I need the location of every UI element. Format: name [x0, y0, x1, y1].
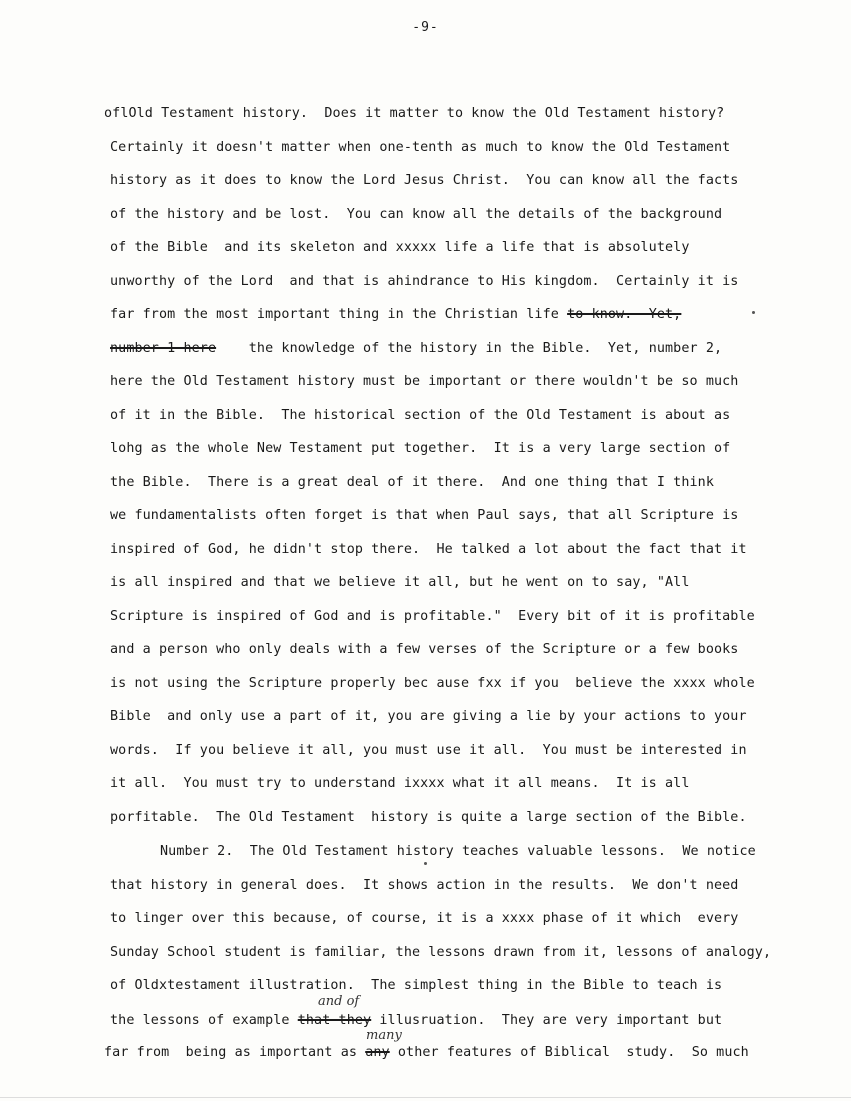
struck-text: to know. Yet, — [567, 307, 682, 322]
text-line: to linger over this because, of course, it is a xxxx phase of it which every — [110, 911, 739, 926]
text-segment: illusruation. They are very important but — [379, 1013, 723, 1028]
text-line: Certainly it doesn't matter when one-tenth as much to know the Old Testament — [110, 140, 731, 155]
stray-mark — [424, 862, 427, 865]
text-line: of the Bible and its skeleton and xxxxx life a life that is absolutely — [110, 240, 690, 255]
text-line: Bible and only use a part of it, you are giving a lie by your actions to your — [110, 709, 747, 724]
text-line: is not using the Scripture properly bec ause fxx if you believe the xxxx whole — [110, 676, 755, 691]
text-line: is all inspired and that we believe it all, but he went on to say, "All — [110, 575, 690, 590]
text-segment: far from being as important as — [104, 1045, 358, 1060]
text-line: we fundamentalists often forget is that when Paul says, that all Scripture is — [110, 508, 739, 523]
text-line: words. If you believe it all, you must use it all. You must be interested in — [110, 743, 747, 758]
text-segment: far from the most important thing in the Christian life — [110, 307, 559, 322]
text-line: and a person who only deals with a few verses of the Scripture or a few books — [110, 642, 739, 657]
text-line — [110, 340, 722, 358]
text-segment: the knowledge of the history in the Bible. Yet, number 2, — [248, 341, 723, 356]
text-line: that history in general does. It shows action in the results. We don't need — [110, 878, 739, 893]
text-line: the Bible. There is a great deal of it there. And one thing that I think — [110, 475, 714, 490]
text-line: here the Old Testament history must be important or there wouldn't be so much — [110, 374, 739, 389]
text-line: oflOld Testament history. Does it matter to know the Old Testament history? — [104, 106, 725, 121]
text-line: unworthy of the Lord and that is ahindrance to His kingdom. Certainly it is — [110, 274, 739, 289]
struck-text: number 1 here — [110, 341, 217, 356]
text-line: of the history and be lost. You can know all the details of the background — [110, 207, 723, 222]
text-line: of Oldxtestament illustration. The simplest thing in the Bible to teach is — [110, 978, 723, 993]
text-line: history as it does to know the Lord Jesus Christ. You can know all the facts — [110, 173, 739, 188]
text-line: of it in the Bible. The historical section of the Old Testament is about as — [110, 408, 731, 423]
text-line — [104, 1044, 749, 1062]
text-line: Number 2. The Old Testament history teaches valuable lessons. We notice — [160, 844, 756, 859]
handwritten-insertion: and of — [318, 994, 360, 1009]
handwritten-insertion: many — [366, 1028, 402, 1043]
struck-text: that they — [297, 1013, 372, 1028]
text-segment: other features of Biblical study. So much — [397, 1045, 749, 1060]
text-line — [110, 306, 681, 324]
page-edge — [0, 1097, 851, 1098]
text-line: porfitable. The Old Testament history is quite a large section of the Bible. — [110, 810, 747, 825]
text-line: it all. You must try to understand ixxxx what it all means. It is all — [110, 776, 690, 791]
text-line: Scripture is inspired of God and is profitable." Every bit of it is profitable — [110, 609, 755, 624]
stray-mark — [752, 311, 755, 314]
page-number: -9- — [412, 20, 439, 35]
struck-text: any — [365, 1045, 390, 1060]
text-line: lohg as the whole New Testament put together. It is a very large section of — [110, 441, 731, 456]
text-segment: the lessons of example — [110, 1013, 290, 1028]
text-line: inspired of God, he didn't stop there. He talked a lot about the fact that it — [110, 542, 747, 557]
text-line — [110, 1012, 722, 1030]
text-line: Sunday School student is familiar, the lessons drawn from it, lessons of analogy, — [110, 945, 772, 960]
